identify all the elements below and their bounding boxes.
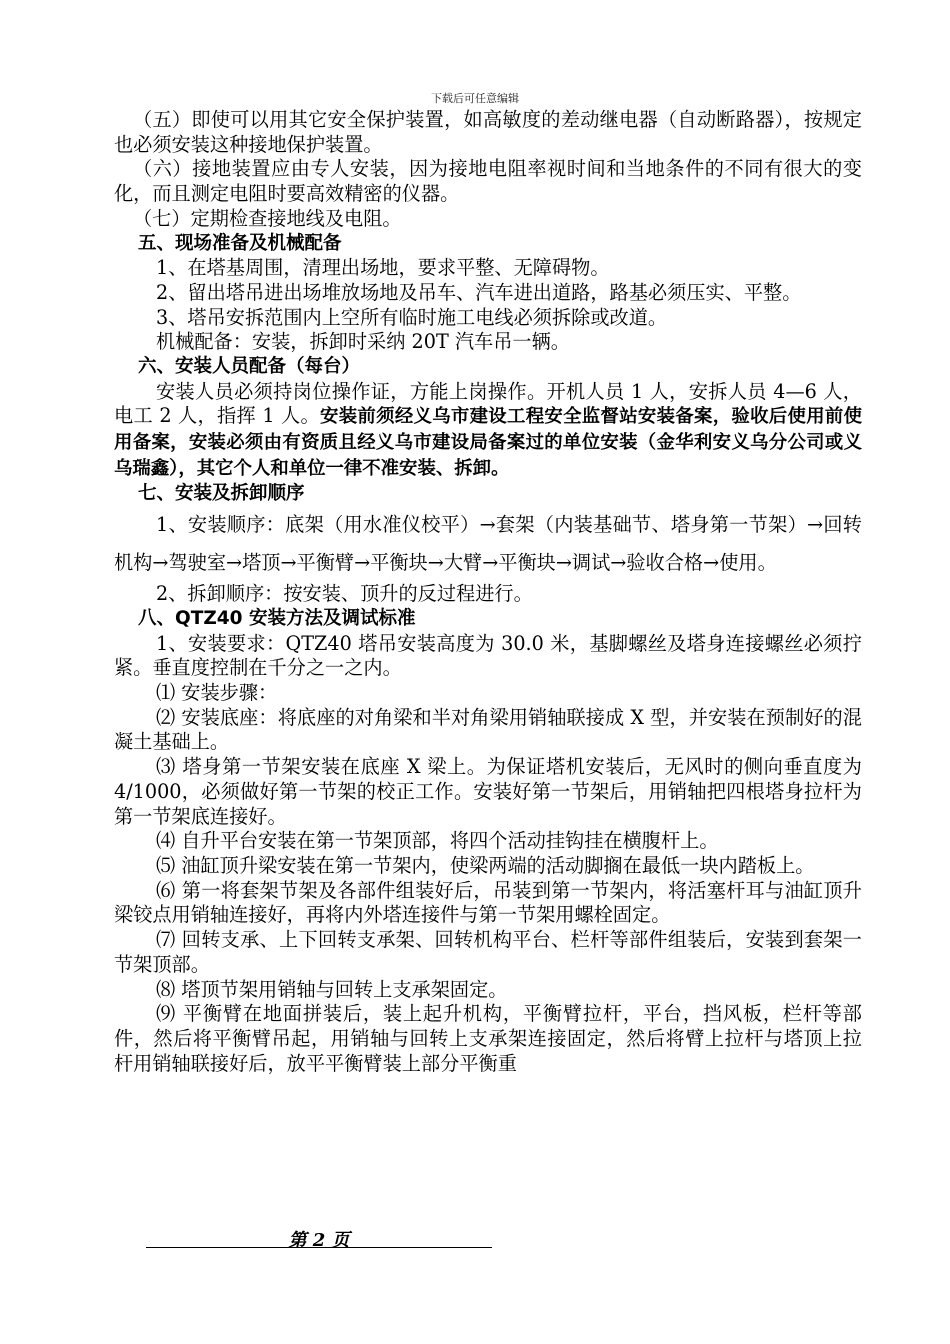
paragraph-5-1: 1、在塔基周围，清理出场地，要求平整、无障碍物。 — [156, 256, 610, 280]
section-6-heading: 六、安装人员配备（每台） — [138, 356, 361, 378]
step-4: ⑷ 自升平台安装在第一节架顶部，将四个活动挂钩挂在横腹杆上。 — [156, 829, 719, 853]
document-body — [114, 108, 862, 1076]
paragraph-5-3: 3、塔吊安拆范围内上空所有临时施工电线必须拆除或改道。 — [156, 305, 668, 329]
paragraph-5-2: 2、留出塔吊进出场堆放场地及吊车、汽车进出道路，路基必须压实、平整。 — [156, 280, 802, 304]
paragraph-4-7: （七）定期检查接地线及电阻。 — [133, 206, 402, 230]
header-note: 下载后可任意编辑 — [431, 92, 519, 105]
step-7: ⑺ 回转支承、上下回转支承架、回转机构平台、栏杆等部件组装后，安装到套架一节架顶部。 — [114, 928, 862, 976]
paragraph-4-5: （五）即使可以用其它安全保护装置，如高敏度的差动继电器（自动断路器），按规定也必须安装这种接地保护装置。 — [114, 108, 862, 156]
step-3: ⑶ 塔身第一节架安装在底座 X 梁上。为保证塔机安装后，无风时的侧向垂直度为 4/1000，必须做好第一节架的校正工作。安装好第一节架后，用销轴把四根塔身拉杆为第一节架底连接好。 — [114, 755, 862, 828]
paragraph-6-1-bold: 安装前须经义乌市建设工程安全监督站安装备案，验收后使用前使用备案，安装必须由有资质且经义乌市建设局备案过的单位安装（金华利安义乌分公司或义乌瑞鑫），其它个人和单位一律不准安装、拆卸。 — [114, 406, 862, 479]
step-6: ⑹ 第一将套架节架及各部件组装好后，吊装到第一节架内，将活塞杆耳与油缸顶升梁铰点用销轴连接好，再将内外塔连接件与第一节架用螺栓固定。 — [114, 878, 862, 927]
paragraph-5-4: 机械配备：安装，拆卸时采纳 20T 汽车吊一辆。 — [156, 330, 570, 354]
paragraph-6-1 — [114, 380, 862, 482]
step-8: ⑻ 塔顶节架用销轴与回转上支承架固定。 — [156, 977, 508, 1001]
paragraph-6-1-normal: 安装人员必须持岗位操作证，方能上岗操作。开机人员 1 人，安拆人员 4—6 人，电工 2 人，指挥 1 人。 — [114, 379, 862, 428]
section-7-heading: 七、安装及拆卸顺序 — [138, 482, 305, 504]
step-5: ⑸ 油缸顶升梁安装在第一节架内，使梁两端的活动脚搁在最低一块内踏板上。 — [156, 853, 815, 877]
page-number: 第 2 页 — [288, 1230, 350, 1251]
footer-divider — [146, 1247, 492, 1248]
paragraph-4-6: （六）接地装置应由专人安装，因为接地电阻率视时间和当地条件的不同有很大的变化，而且测定电阻时要高效精密的仪器。 — [114, 157, 862, 206]
paragraph-7-1: 1、安装顺序：底架（用水准仪校平）→套架（内装基础节、塔身第一节架）→回转机构→驾驶室→塔顶→平衡臂→平衡块→大臂→平衡块→调试→验收合格→使用。 — [114, 513, 862, 575]
step-9: ⑼ 平衡臂在地面拼装后，装上起升机构，平衡臂拉杆，平台，挡风板，栏杆等部件，然后将平衡臂吊起，用销轴与回转上支承架连接固定，然后将臂上拉杆与塔顶上拉杆用销轴联接好后，放平平衡臂装上部分平衡重 — [114, 1002, 862, 1075]
step-2: ⑵ 安装底座：将底座的对角梁和半对角梁用销轴联接成 X 型，并安装在预制好的混凝土基础上。 — [114, 705, 862, 754]
paragraph-8-1: 1、安装要求：QTZ40 塔吊安装高度为 30.0 米，基脚螺丝及塔身连接螺丝必须拧紧。垂直度控制在千分之一之内。 — [114, 631, 862, 680]
section-8-heading: 八、QTZ40 安装方法及调试标准 — [138, 607, 416, 629]
section-5-heading: 五、现场准备及机械配备 — [138, 232, 342, 254]
step-1: ⑴ 安装步骤： — [156, 681, 278, 705]
paragraph-7-2: 2、拆卸顺序：按安装、顶升的反过程进行。 — [156, 582, 533, 606]
